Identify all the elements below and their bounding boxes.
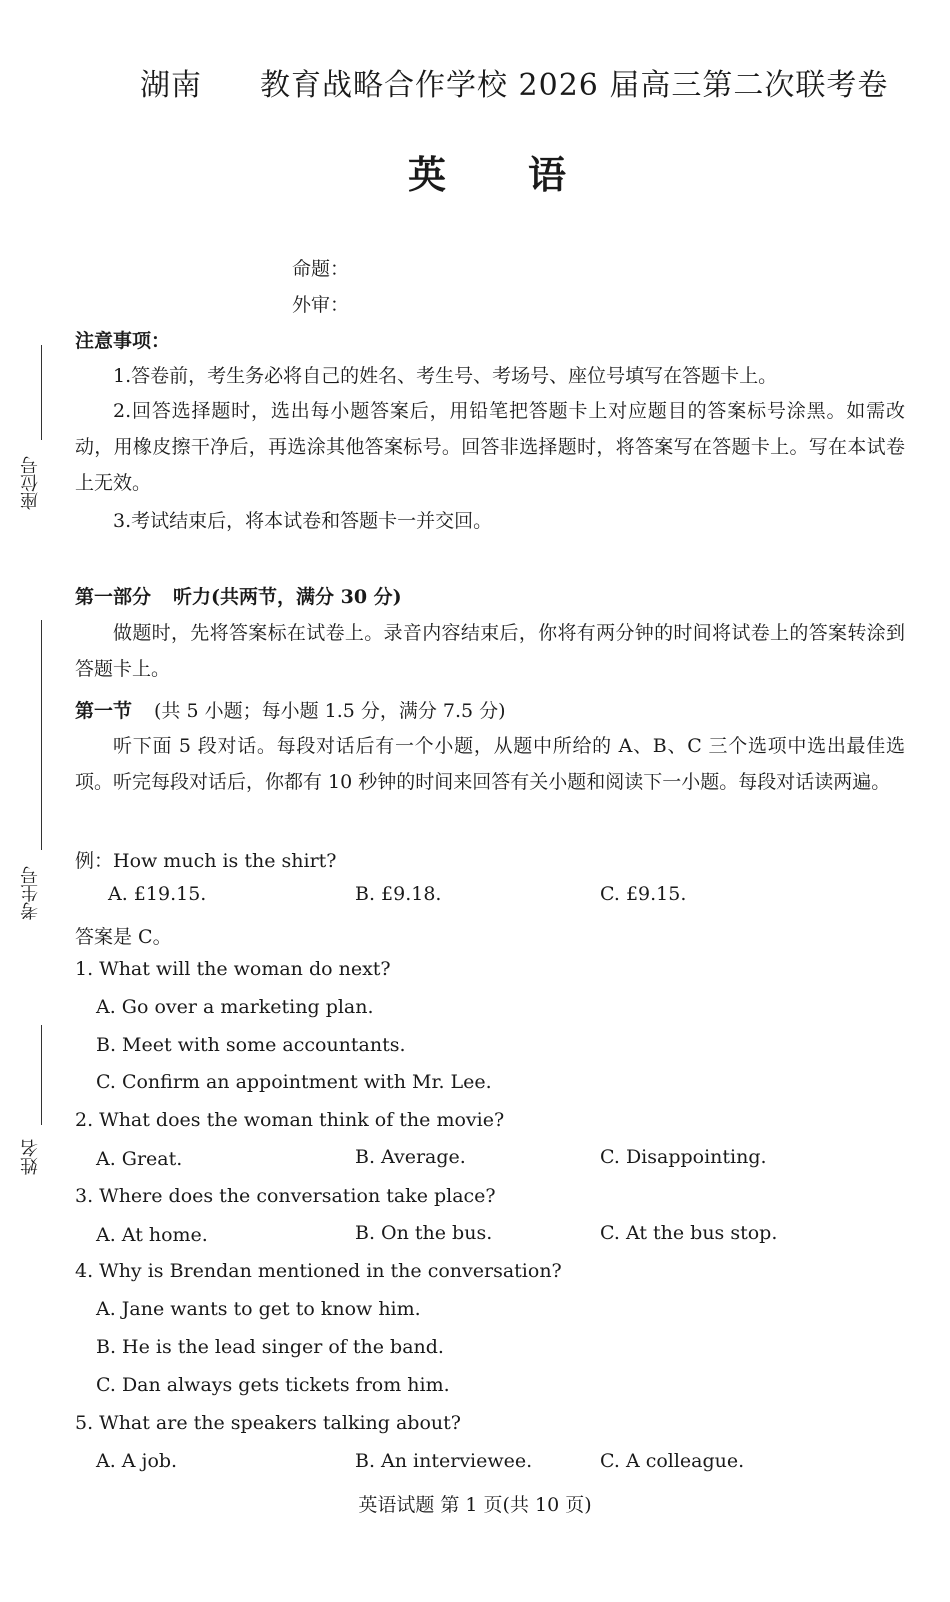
example-option-b: B. £9.18. xyxy=(355,883,442,905)
q1-option-c: C. Confirm an appointment with Mr. Lee. xyxy=(96,1071,492,1093)
proposition-label: 命题： xyxy=(292,258,350,280)
example-answer: 答案是 C。 xyxy=(75,926,172,948)
part1-title: 第一部分 xyxy=(75,586,152,608)
question-4: 4. Why is Brendan mentioned in the conversation? xyxy=(75,1260,562,1282)
q5-option-c: C. A colleague. xyxy=(600,1450,745,1472)
q1-option-a: A. Go over a marketing plan. xyxy=(96,996,374,1018)
header-region: 湖南 xyxy=(140,68,202,103)
q3-option-a: A. At home. xyxy=(96,1224,208,1246)
part1-subtitle: 听力(共两节，满分 30 分) xyxy=(173,586,402,608)
question-2: 2. What does the woman think of the movie? xyxy=(75,1109,505,1131)
note-item-3: 3.考试结束后，将本试卷和答题卡一并交回。 xyxy=(113,510,493,532)
part1-heading xyxy=(75,582,402,609)
question-5: 5. What are the speakers talking about? xyxy=(75,1412,461,1434)
page-footer: 英语试题 第 1 页(共 10 页) xyxy=(358,1494,592,1516)
section1-title: 第一节 xyxy=(75,700,133,722)
part1-instruction: 做题时，先将答案标在试卷上。录音内容结束后，你将有两分钟的时间将试卷上的答案转涂到答题卡上。 xyxy=(75,622,905,680)
section1-info: (共 5 小题；每小题 1.5 分，满分 7.5 分) xyxy=(154,700,506,722)
notes-title: 注意事项： xyxy=(75,330,171,352)
q5-option-b: B. An interviewee. xyxy=(355,1450,533,1472)
subject-title: 英 语 xyxy=(408,152,569,197)
name-line xyxy=(41,1025,42,1125)
q2-option-b: B. Average. xyxy=(355,1146,466,1168)
q4-option-c: C. Dan always gets tickets from him. xyxy=(96,1374,450,1396)
example-option-a: A. £19.15. xyxy=(108,883,207,905)
q3-option-c: C. At the bus stop. xyxy=(600,1222,778,1244)
exam-no-line xyxy=(41,620,42,850)
q5-option-a: A. A job. xyxy=(96,1450,178,1472)
example-question: 例：How much is the shirt? xyxy=(75,850,337,872)
question-3: 3. Where does the conversation take place? xyxy=(75,1185,496,1207)
exam-title: 教育战略合作学校 2026 届高三第二次联考卷 xyxy=(260,68,889,103)
example-option-c: C. £9.15. xyxy=(600,883,687,905)
q4-option-a: A. Jane wants to get to know him. xyxy=(96,1298,421,1320)
side-label-name: 姓名 xyxy=(20,1139,41,1175)
note-item-2: 2.回答选择题时，选出每小题答案后，用铅笔把答题卡上对应题目的答案标号涂黑。如需改动，用橡皮擦干净后，再选涂其他答案标号。回答非选择题时，将答案写在答题卡上。写在本试卷上无效。 xyxy=(75,400,905,494)
side-label-seat: 座位号 xyxy=(20,456,41,510)
q4-option-b: B. He is the lead singer of the band. xyxy=(96,1336,444,1358)
review-label: 外审： xyxy=(292,294,350,316)
q2-option-a: A. Great. xyxy=(96,1148,183,1170)
question-1: 1. What will the woman do next? xyxy=(75,958,391,980)
section1-heading xyxy=(75,696,506,723)
q3-option-b: B. On the bus. xyxy=(355,1222,493,1244)
section1-instruction: 听下面 5 段对话。每段对话后有一个小题，从题中所给的 A、B、C 三个选项中选出最佳选项。听完每段对话后，你都有 10 秒钟的时间来回答有关小题和阅读下一小题。每段对话读两遍。 xyxy=(75,735,905,793)
seat-line xyxy=(41,345,42,440)
side-label-exam-no: 考生号 xyxy=(20,866,41,920)
q2-option-c: C. Disappointing. xyxy=(600,1146,767,1168)
note-item-1: 1.答卷前，考生务必将自己的姓名、考生号、考场号、座位号填写在答题卡上。 xyxy=(113,365,778,387)
q1-option-b: B. Meet with some accountants. xyxy=(96,1034,406,1056)
